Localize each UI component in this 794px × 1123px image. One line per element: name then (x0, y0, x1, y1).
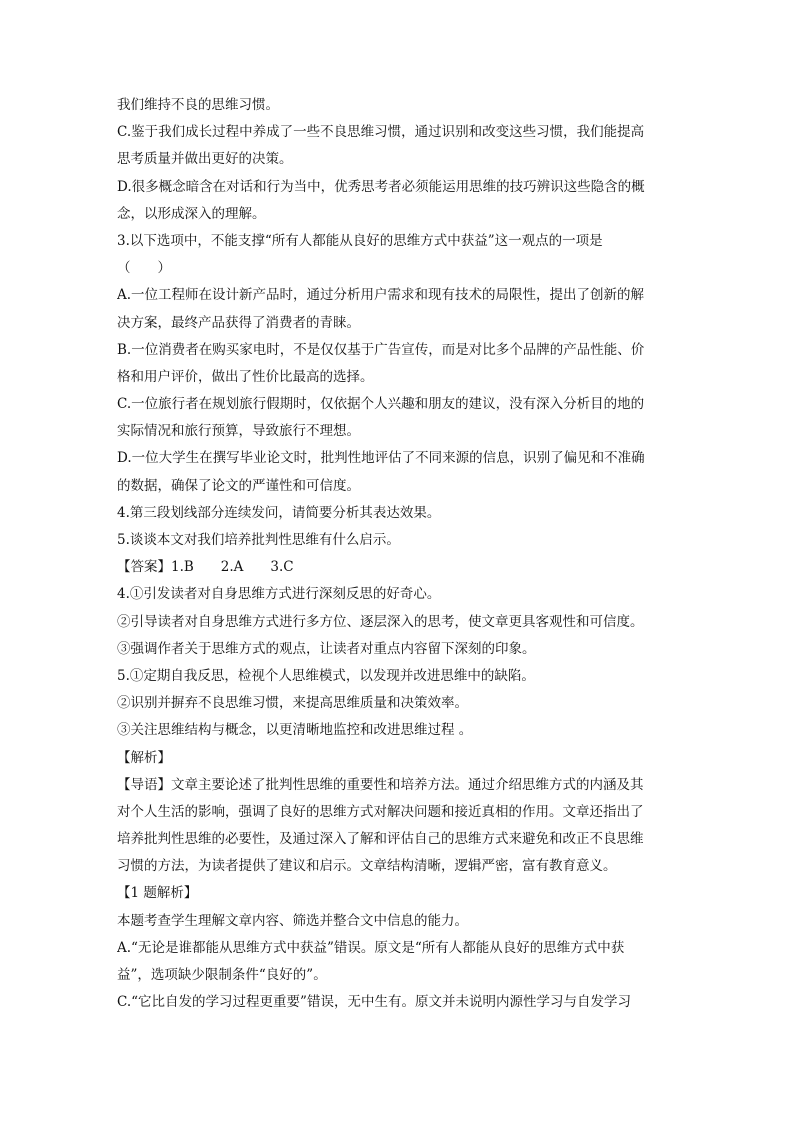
option-a-line: A.一位工程师在设计新产品时，通过分析用户需求和现有技术的局限性，提出了创新的解 (117, 287, 645, 304)
text-line: 念，以形成深入的理解。 (117, 205, 266, 222)
text-line: 我们维持不良的思维习惯。 (117, 97, 279, 113)
text-line: 的数据，确保了论文的严谨性和可信度。 (117, 477, 360, 494)
intro-paragraph-line: 习惯的方法，为读者提供了建议和启示。文章结构清晰，逻辑严密，富有教育意义。 (117, 858, 617, 875)
answer-4-point-1: 4.①引发读者对自身思维方式进行深刻反思的好奇心。 (117, 586, 441, 603)
option-c-line: C.一位旅行者在规划旅行假期时，仅依据个人兴趣和朋友的建议，没有深入分析目的地的 (117, 396, 645, 413)
text-line: 实际情况和旅行预算，导致旅行不理想。 (117, 423, 360, 440)
answer-4-point-2: ②引导读者对自身思维方式进行多方位、逐层深入的思考，使文章更具客观性和可信度。 (117, 613, 644, 630)
answer-5-point-1: 5.①定期自我反思，检视个人思维模式，以发现并改进思维中的缺陷。 (117, 667, 535, 684)
analysis-option-c: C.“它比自发的学习过程更重要”错误，无中生有。原文并未说明内源性学习与自发学习 (117, 994, 631, 1011)
text-line: 益”，选项缺少限制条件“良好的”。 (117, 967, 327, 983)
analysis-line: 本题考查学生理解文章内容、筛选并整合文中信息的能力。 (117, 912, 468, 929)
question-4: 4.第三段划线部分连续发问，请简要分析其表达效果。 (117, 504, 441, 521)
question-1-analysis-heading: 【1 题解析】 (117, 885, 198, 902)
option-d-line: D.很多概念暗含在对话和行为当中，优秀思考者必须能运用思维的技巧辨识这些隐含的概 (117, 178, 645, 195)
intro-paragraph-line: 【导语】文章主要论述了批判性思维的重要性和培养方法。通过介绍思维方式的内涵及其 (117, 776, 644, 793)
answer-blank: （ ） (117, 260, 171, 277)
answer-5-point-2: ②识别并摒弃不良思维习惯，来提高思维质量和决策效率。 (117, 695, 468, 712)
text-line: 思考质量并做出更好的决策。 (117, 151, 293, 168)
intro-paragraph-line: 培养批判性思维的必要性，及通过深入了解和评估自己的思维方式来避免和改正不良思维 (117, 831, 644, 848)
question-3: 3.以下选项中，不能支撑“所有人都能从良好的思维方式中获益”这一观点的一项是 (117, 232, 603, 249)
answer-heading: 【答案】1.B 2.A 3.C (117, 559, 294, 576)
question-5: 5.谈谈本文对我们培养批判性思维有什么启示。 (117, 532, 400, 548)
answer-5-point-3: ③关注思维结构与概念，以更清晰地监控和改进思维过程 。 (117, 722, 473, 739)
text-line: 决方案，最终产品获得了消费者的青睐。 (117, 314, 360, 331)
option-d-line: D.一位大学生在撰写毕业论文时，批判性地评估了不同来源的信息，识别了偏见和不准确 (117, 450, 645, 467)
intro-paragraph-line: 对个人生活的影响，强调了良好的思维方式对解决问题和接近真相的作用。文章还指出了 (117, 803, 644, 820)
option-c-line: C.鉴于我们成长过程中养成了一些不良思维习惯，通过识别和改变这些习惯，我们能提高 (117, 124, 645, 141)
text-line: 格和用户评价，做出了性价比最高的选择。 (117, 368, 374, 385)
answer-4-point-3: ③强调作者关于思维方式的观点，让读者对重点内容留下深刻的印象。 (117, 640, 536, 657)
analysis-option-a: A.“无论是谁都能从思维方式中获益”错误。原文是“所有人都能从良好的思维方式中获 (117, 939, 625, 956)
analysis-heading: 【解析】 (117, 749, 171, 766)
option-b-line: B.一位消费者在购买家电时，不是仅仅基于广告宣传，而是对比多个品牌的产品性能、价 (117, 341, 645, 358)
